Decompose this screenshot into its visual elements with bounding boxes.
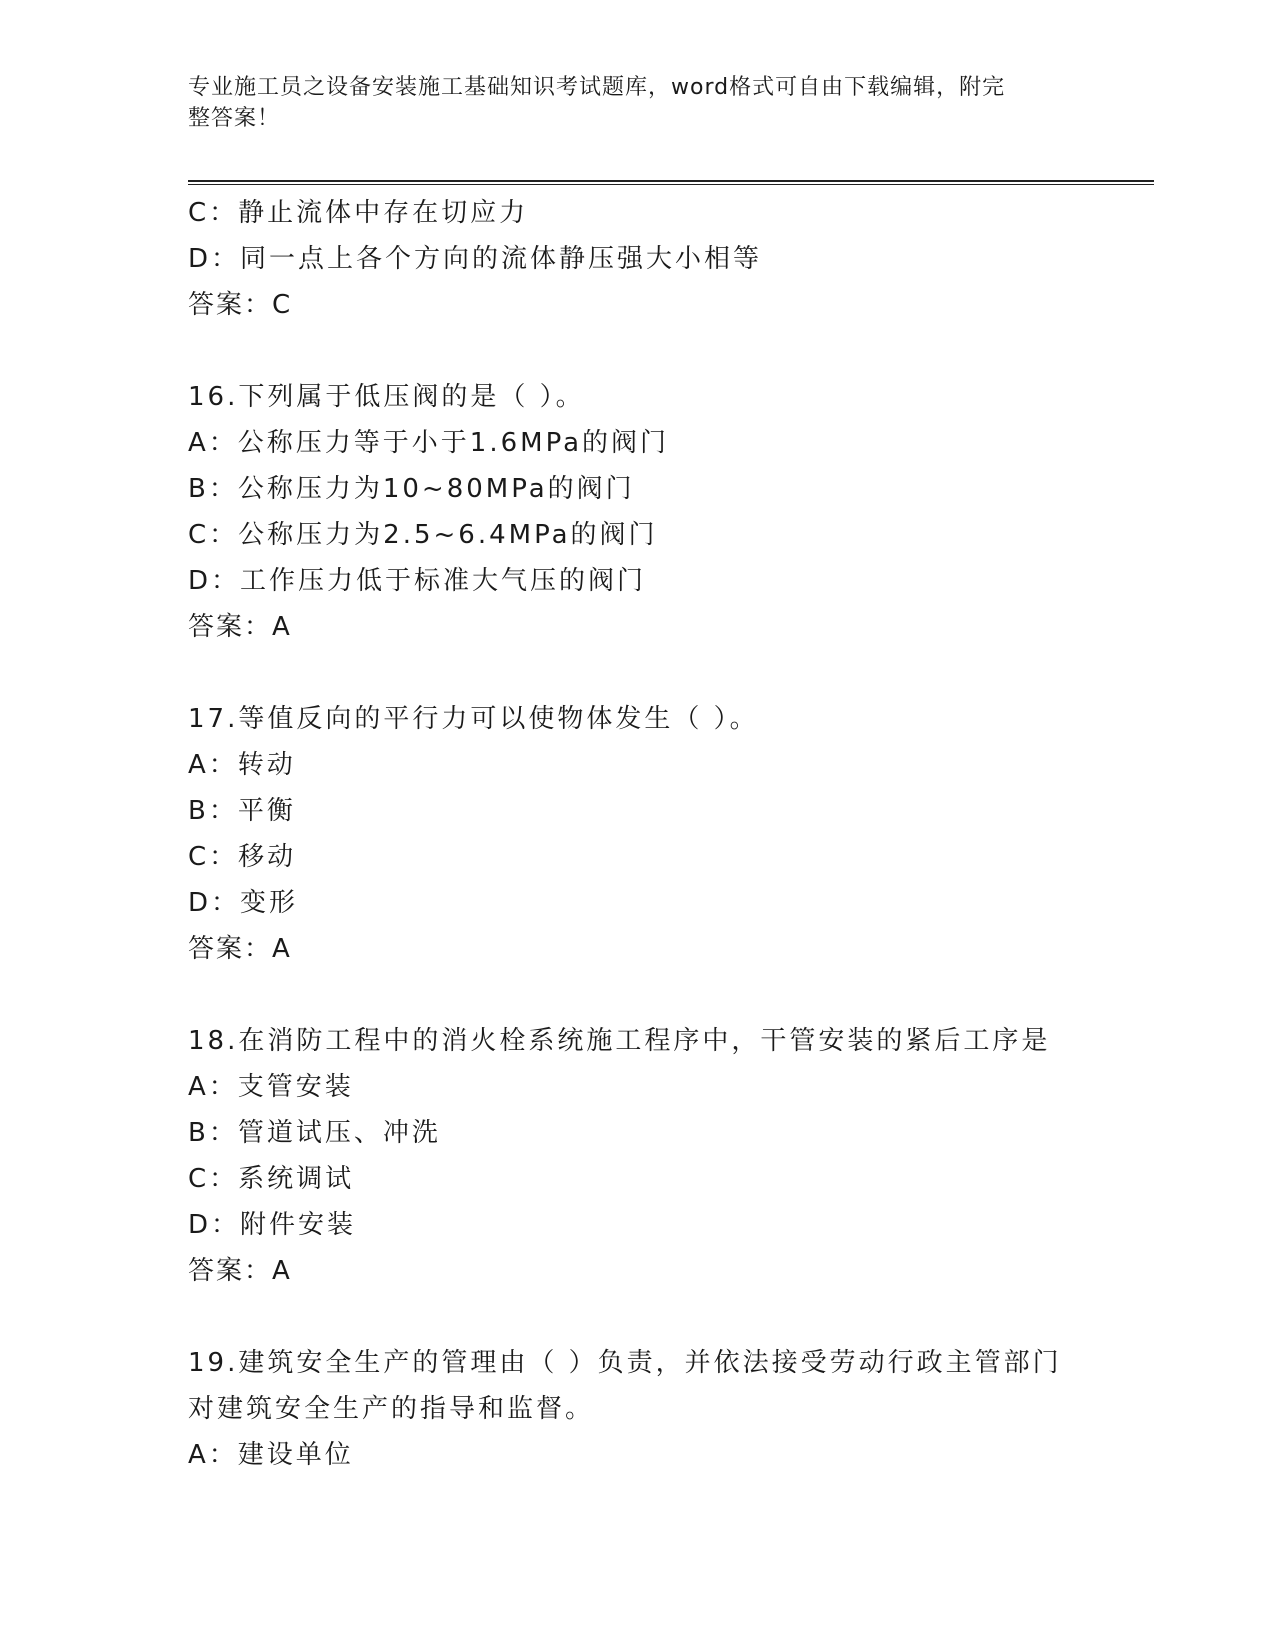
question-15-tail [188,190,1108,328]
answer: 答案：A [188,934,292,964]
question-list [188,190,1108,1478]
option-a: A：建设单位 [188,1440,354,1470]
header-title-line-1: 专业施工员之设备安装施工基础知识考试题库，word格式可自由下载编辑，附完 [188,75,1006,100]
option-b: B：管道试压、冲洗 [188,1118,441,1148]
option-c: C：静止流体中存在切应力 [188,198,529,228]
question-stem-line-2: 对建筑安全生产的指导和监督。 [188,1394,595,1424]
question-stem: 16.下列属于低压阀的是（ ）。 [188,382,585,412]
question-18 [188,1018,1108,1294]
question-16 [188,374,1108,650]
option-c: C：移动 [188,842,297,872]
spacer [188,1294,1108,1340]
header-divider-thick [188,180,1154,182]
option-a: A：公称压力等于小于1.6MPa的阀门 [188,428,670,458]
question-stem: 17.等值反向的平行力可以使物体发生（ ）。 [188,704,759,734]
answer: 答案：A [188,1256,292,1286]
answer: 答案：A [188,612,292,642]
question-stem: 18.在消防工程中的消火栓系统施工程序中，干管安装的紧后工序是 [188,1026,1051,1056]
option-d: D：同一点上各个方向的流体静压强大小相等 [188,244,763,274]
option-d: D：工作压力低于标准大气压的阀门 [188,566,647,596]
option-b: B：公称压力为10~80MPa的阀门 [188,474,635,504]
answer: 答案：C [188,290,293,320]
option-d: D：变形 [188,888,299,918]
header-divider-thin [188,184,1154,185]
option-d: D：附件安装 [188,1210,357,1240]
document-header [188,72,1068,134]
option-b: B：平衡 [188,796,296,826]
spacer [188,972,1108,1018]
option-a: A：支管安装 [188,1072,354,1102]
question-19 [188,1340,1108,1478]
header-title-line-2: 整答案！ [188,106,281,131]
option-c: C：系统调试 [188,1164,355,1194]
spacer [188,328,1108,374]
spacer [188,650,1108,696]
option-c: C：公称压力为2.5~6.4MPa的阀门 [188,520,658,550]
option-a: A：转动 [188,750,296,780]
question-17 [188,696,1108,972]
question-stem-line-1: 19.建筑安全生产的管理由（ ）负责，并依法接受劳动行政主管部门 [188,1348,1062,1378]
